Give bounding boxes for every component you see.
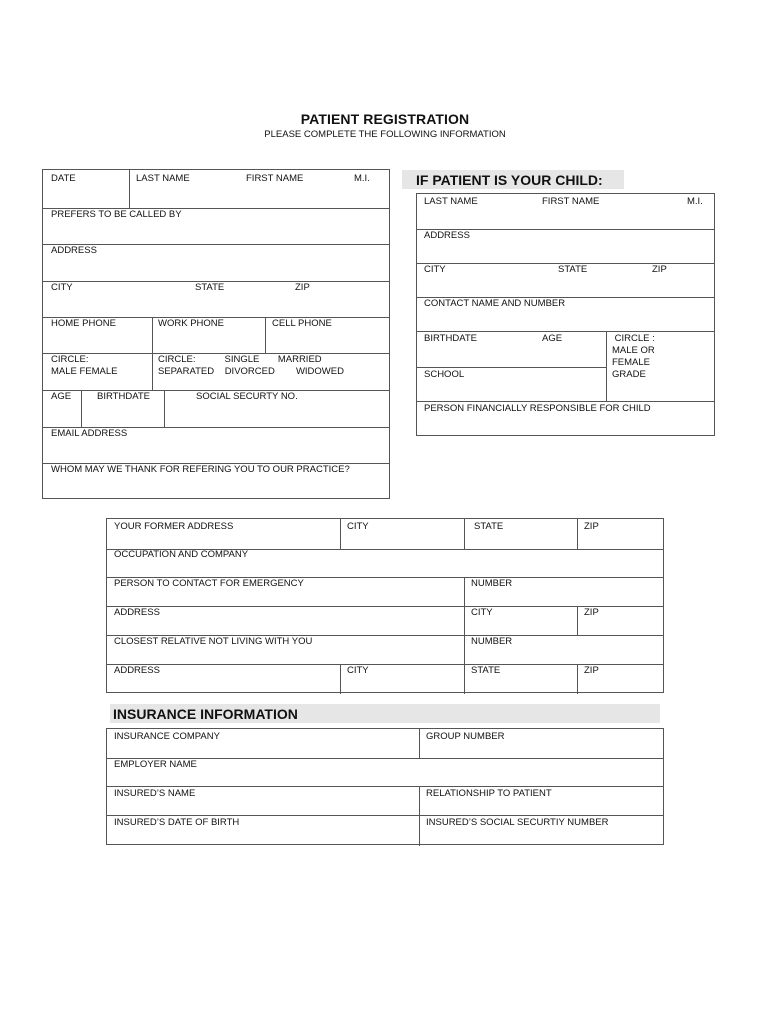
- ssn-field[interactable]: SOCIAL SECURTY NO.: [196, 391, 298, 402]
- former-zip-field[interactable]: ZIP: [584, 521, 599, 532]
- child-mi-field[interactable]: M.I.: [687, 196, 703, 207]
- insurance-company-field[interactable]: INSURANCE COMPANY: [114, 731, 220, 742]
- sex-circle-label: CIRCLE:: [51, 354, 89, 365]
- work-phone-field[interactable]: WORK PHONE: [158, 318, 224, 329]
- relationship-field[interactable]: RELATIONSHIP TO PATIENT: [426, 788, 552, 799]
- email-field[interactable]: EMAIL ADDRESS: [51, 428, 128, 439]
- history-form: [106, 518, 664, 693]
- child-zip-field[interactable]: ZIP: [652, 264, 667, 275]
- date-field[interactable]: DATE: [51, 173, 76, 184]
- last-name-field[interactable]: LAST NAME: [136, 173, 190, 184]
- child-birthdate-field[interactable]: BIRTHDATE: [424, 333, 477, 344]
- referral-field[interactable]: WHOM MAY WE THANK FOR REFERING YOU TO OUR PRACTICE?: [51, 464, 350, 475]
- sex-options[interactable]: MALE FEMALE: [51, 366, 118, 377]
- page-title: PATIENT REGISTRATION: [300, 111, 470, 127]
- former-state-field[interactable]: STATE: [474, 521, 504, 532]
- emergency-contact-field[interactable]: PERSON TO CONTACT FOR EMERGENCY: [114, 578, 304, 589]
- child-sex-option-female[interactable]: FEMALE: [612, 357, 651, 368]
- patient-info-form: [42, 169, 390, 499]
- first-name-field[interactable]: FIRST NAME: [246, 173, 304, 184]
- middle-initial-field[interactable]: M.I.: [354, 173, 370, 184]
- birthdate-field[interactable]: BIRTHDATE: [97, 391, 150, 402]
- child-state-field[interactable]: STATE: [558, 264, 588, 275]
- relative-field[interactable]: CLOSEST RELATIVE NOT LIVING WITH YOU: [114, 636, 313, 647]
- child-address-field[interactable]: ADDRESS: [424, 230, 470, 241]
- emergency-address-field[interactable]: ADDRESS: [114, 607, 160, 618]
- relative-state-field[interactable]: STATE: [471, 665, 501, 676]
- emergency-zip-field[interactable]: ZIP: [584, 607, 599, 618]
- child-last-name-field[interactable]: LAST NAME: [424, 196, 478, 207]
- child-sex-circle-label: CIRCLE :: [612, 333, 655, 344]
- city-field[interactable]: CITY: [51, 282, 73, 293]
- child-city-field[interactable]: CITY: [424, 264, 446, 275]
- relative-number-field[interactable]: NUMBER: [471, 636, 513, 647]
- insurance-section-heading: INSURANCE INFORMATION: [110, 704, 660, 723]
- insurance-form: [106, 728, 664, 845]
- relative-address-field[interactable]: ADDRESS: [114, 665, 160, 676]
- insured-ssn-field[interactable]: INSURED’S SOCIAL SECURTIY NUMBER: [426, 817, 609, 828]
- relative-zip-field[interactable]: ZIP: [584, 665, 599, 676]
- age-field[interactable]: AGE: [51, 391, 72, 402]
- cell-phone-field[interactable]: CELL PHONE: [272, 318, 332, 329]
- emergency-city-field[interactable]: CITY: [471, 607, 493, 618]
- address-field[interactable]: ADDRESS: [51, 245, 97, 256]
- marital-options-row2[interactable]: SEPARATED DIVORCED WIDOWED: [158, 366, 344, 377]
- relative-city-field[interactable]: CITY: [347, 665, 369, 676]
- child-grade-field[interactable]: GRADE: [612, 369, 646, 380]
- marital-options-row1[interactable]: CIRCLE: SINGLE MARRIED: [158, 354, 322, 365]
- former-city-field[interactable]: CITY: [347, 521, 369, 532]
- group-number-field[interactable]: GROUP NUMBER: [426, 731, 505, 742]
- child-school-field[interactable]: SCHOOL: [424, 369, 465, 380]
- child-info-form: [416, 193, 715, 436]
- child-first-name-field[interactable]: FIRST NAME: [542, 196, 600, 207]
- home-phone-field[interactable]: HOME PHONE: [51, 318, 116, 329]
- former-address-field[interactable]: YOUR FORMER ADDRESS: [114, 521, 234, 532]
- emergency-number-field[interactable]: NUMBER: [471, 578, 513, 589]
- insured-dob-field[interactable]: INSURED’S DATE OF BIRTH: [114, 817, 240, 828]
- child-contact-field[interactable]: CONTACT NAME AND NUMBER: [424, 298, 566, 309]
- child-age-field[interactable]: AGE: [542, 333, 563, 344]
- employer-name-field[interactable]: EMPLOYER NAME: [114, 759, 197, 770]
- child-sex-option-male[interactable]: MALE OR: [612, 345, 655, 356]
- insured-name-field[interactable]: INSURED’S NAME: [114, 788, 196, 799]
- state-field[interactable]: STATE: [195, 282, 225, 293]
- occupation-field[interactable]: OCCUPATION AND COMPANY: [114, 549, 249, 560]
- child-section-heading: IF PATIENT IS YOUR CHILD:: [402, 170, 624, 189]
- zip-field[interactable]: ZIP: [295, 282, 310, 293]
- page-subtitle: PLEASE COMPLETE THE FOLLOWING INFORMATION: [264, 129, 506, 140]
- child-responsible-field[interactable]: PERSON FINANCIALLY RESPONSIBLE FOR CHILD: [424, 403, 651, 414]
- preferred-name-field[interactable]: PREFERS TO BE CALLED BY: [51, 209, 182, 220]
